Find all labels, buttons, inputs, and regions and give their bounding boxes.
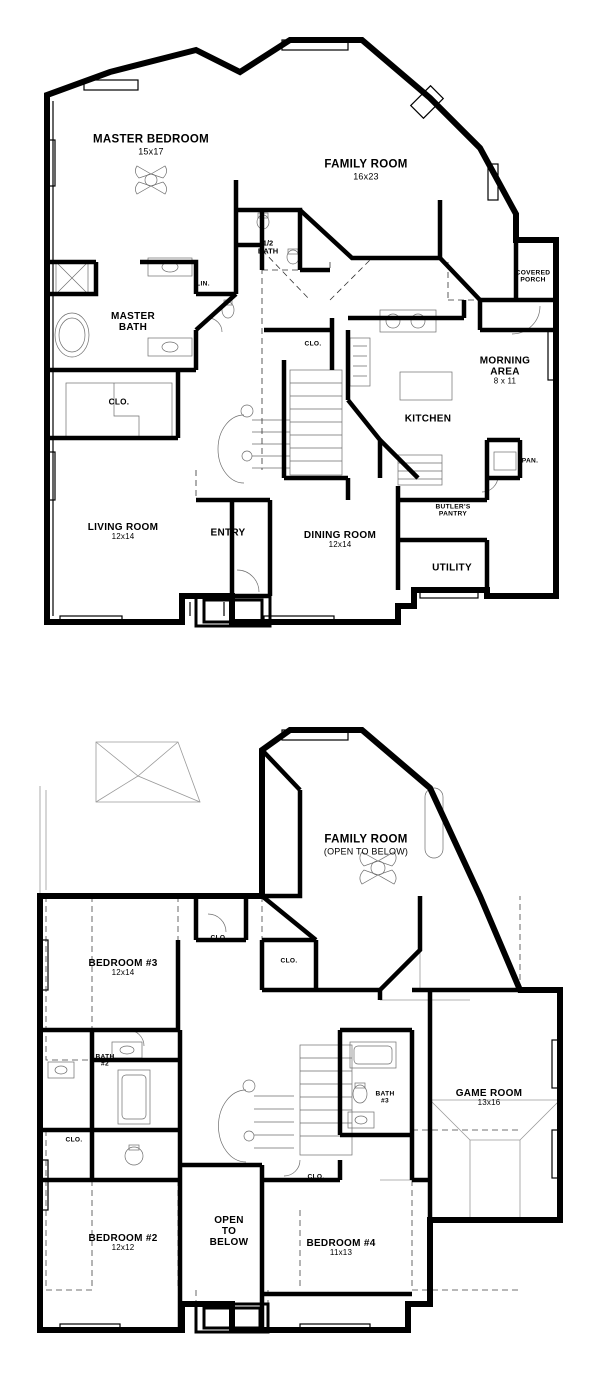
room-label-bath-2: BATH #2 — [95, 1053, 115, 1068]
room-label-bedroom-2: BEDROOM #2 12x12 — [88, 1232, 158, 1253]
room-label-game-room: GAME ROOM 13x16 — [455, 1087, 523, 1108]
room-label-open-to-below: OPEN TO BELOW — [209, 1215, 249, 1249]
room-label-bedroom-3: BEDROOM #3 12x14 — [88, 957, 158, 978]
room-label-morning-area: MORNING AREA 8 x 11 — [479, 355, 531, 386]
room-label-dining-room: DINING ROOM 12x14 — [303, 529, 377, 550]
room-label-closet-bed3: CLO. — [210, 934, 228, 942]
room-label-closet-bed4: CLO. — [307, 1173, 325, 1181]
room-label-closet-kitchen: CLO. — [304, 340, 322, 348]
room-label-closet-bed2: CLO. — [65, 1136, 83, 1144]
room-label-linen: LIN. — [196, 280, 210, 288]
room-label-family-room-open: FAMILY ROOM (OPEN TO BELOW) — [323, 833, 409, 857]
room-label-master-closet: CLO. — [108, 397, 130, 407]
room-label-closet-hall: CLO. — [280, 957, 298, 965]
room-label-butlers-pantry: BUTLER'S PANTRY — [435, 503, 471, 518]
room-label-bedroom-4: BEDROOM #4 11x13 — [306, 1237, 376, 1258]
room-label-bath-3: BATH #3 — [375, 1090, 395, 1105]
second-floor-plan — [0, 690, 600, 1381]
room-label-covered-porch: COVERED PORCH — [515, 269, 551, 284]
room-label-kitchen: KITCHEN — [404, 413, 452, 425]
room-label-pantry: PAN. — [521, 457, 539, 465]
room-label-half-bath: 1/2 BATH — [257, 238, 279, 256]
second-floor-drawing — [0, 690, 600, 1381]
room-label-utility: UTILITY — [432, 562, 472, 574]
room-label-entry: ENTRY — [210, 527, 246, 539]
first-floor-drawing — [0, 0, 600, 690]
room-label-family-room: FAMILY ROOM 16x23 — [324, 158, 408, 182]
first-floor-plan — [0, 0, 600, 690]
room-label-master-bath: MASTER BATH — [110, 310, 156, 333]
room-label-living-room: LIVING ROOM 12x14 — [87, 521, 159, 542]
room-label-master-bedroom: MASTER BEDROOM 15x17 — [92, 133, 210, 157]
